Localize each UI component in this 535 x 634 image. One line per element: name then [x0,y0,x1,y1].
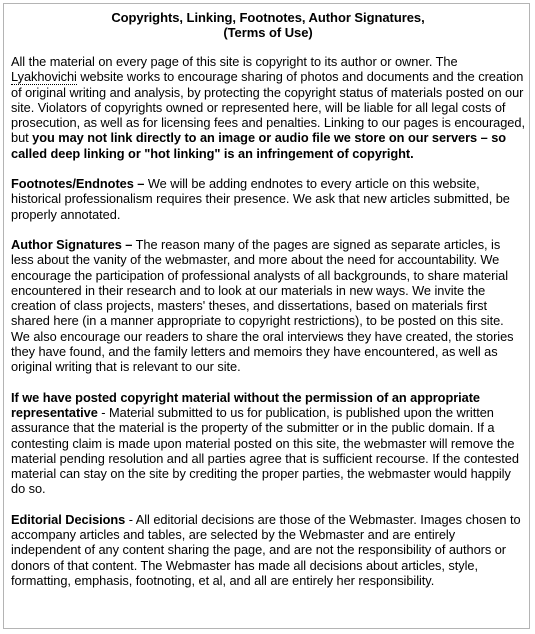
terms-content [11,10,525,603]
site-name: Lyakhovichi [11,69,77,85]
hotlink-warning: you may not link directly to an image or audio file we store on our servers – so called deep linking or "hot linking" is an infringement of copyright. [11,130,507,161]
copyright-text-1: All the material on every page of this site is copyright to its author or owner. The [11,54,458,69]
copyright-text-2: website works to encourage sharing of photos and documents and the creation of original writing and analysis, by protecting the copyright status of materials posted on our site. Violators of copyrights owned or represented here, will be liable for all legal costs of prosecution, as well as for licensing fees and penalties. Linking to our pages is encouraged, but [11,69,525,146]
copyright-paragraph [11,54,525,161]
editorial-paragraph [11,512,525,588]
page-title [11,10,525,40]
editorial-text: - All editorial decisions are those of the Webmaster. Images chosen to accompany articles and tables, are selected by the Webmaster and are entirely independent of any content sharing the page, and are not the responsibility of authors or donors of that content. The Webmaster has made all decisions about articles, style, formatting, emphasis, footnoting, et al, and all are entirely her responsibility. [11,511,521,588]
footnotes-paragraph [11,176,525,222]
footnotes-text: We will be adding endnotes to every article on this website, historical professionalism requires their presence. We ask that new articles submitted, be properly annotated. [11,176,510,222]
page-title-line1: Copyrights, Linking, Footnotes, Author Signatures, [111,10,425,25]
terms-frame [3,3,530,629]
posted-material-paragraph [11,390,525,497]
editorial-heading: Editorial Decisions [11,511,126,527]
page-title-line2: (Terms of Use) [223,25,313,40]
footnotes-heading: Footnotes/Endnotes – [11,176,145,192]
signatures-paragraph [11,237,525,375]
posted-material-text: - Material submitted to us for publication, is published upon the written assurance that the material is the property of the submitter or in the public domain. If a contesting claim is made upon material posted on this site, the webmaster will remove the material pending resolution and all parties agree that is sufficient recourse. If the contested material can stay on the site by crediting the proper parties, the webmaster would happily do so. [11,404,519,497]
signatures-text: The reason many of the pages are signed as separate articles, is less about the vanity of the webmaster, and more about the need for accountability. We encourage the participation of professional analysts of all backgrounds, to share material encountered in their research and to look at our materials in new ways. We invite the creation of class projects, masters' theses, and dissertations, based on materials first shared here (in a manner appropriate to copyright restrictions), to be posted on this site. We also encourage our readers to share the oral interviews they have created, the stories they have found, and the family letters and memoirs they have encountered, as well as original writing that is relevant to our site. [11,236,514,375]
posted-material-heading: If we have posted copyright material without the permission of an appropriate representative [11,389,480,420]
signatures-heading: Author Signatures – [11,236,133,252]
